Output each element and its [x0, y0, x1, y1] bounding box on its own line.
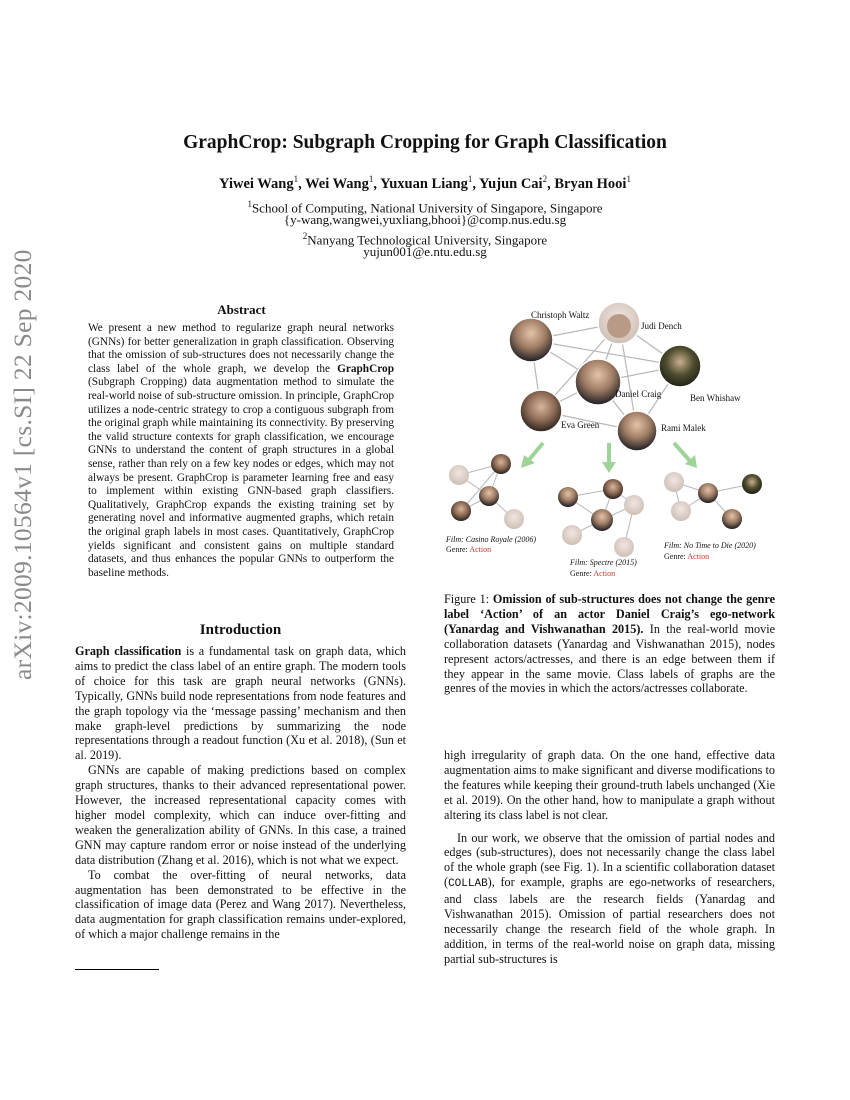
abstract-body: We present a new method to regularize graph neural networks (GNNs) for better generalization in graph classification. Observing that the omission of sub-structures does not necessarily change the class label of the whole graph, we develop the GraphCrop (Subgraph Cropping) data augmentation method to simulate the real-world noise of sub-structure omission. In principle, GraphCrop utilizes a node-centric strategy to crop a contiguous subgraph from the original graph while maintaining its connectivity. By preserving the valid structure contexts for graph classification, we encourage GNNs to understand the content of graph structures in a global sense, rather than rely on a few key nodes or edges, which may not always be present. GraphCrop is parameter learning free and easy to implement within existing GNN-based graph classifiers. Qualitatively, GraphCrop expands the existing training set by generating novel and informative augmented graphs, which retain the original graph labels in most cases. Quantitatively, GraphCrop yields significant and consistent gains on multiple standard datasets, and thus enhances the popular GNNs to outperform the baseline methods. [88, 322, 394, 579]
introduction-heading: Introduction [199, 622, 282, 638]
paragraph: Graph classification is a fundamental task on graph data, which aims to predict the class label of an entire graph. The modern tools of choice for this task are graph neural networks (GNNs). Typically, GNNs build node representations from node features and the graph topology via the ‘message passing’ mechanism and then make graph-level predictions by summarizing the node representations through a readout function (Xu et al. 2018), (Sun et al. 2019). [75, 644, 406, 763]
genre-label: Genre: Action [664, 552, 710, 561]
right-column-body [444, 748, 775, 967]
actor-label: Judi Dench [641, 321, 682, 331]
subgraph-casino-royale [445, 454, 536, 554]
author: Wei Wang$^1$ [305, 174, 374, 192]
film-title: Film: No Time to Die (2020) [664, 541, 756, 550]
footnote-rule [75, 969, 159, 970]
affiliation-1: $^1$School of Computing, National University of Singapore, Singapore [247, 199, 603, 216]
paragraph: high irregularity of graph data. On the one hand, effective data augmentation aims to make significant and diverse modifications to the features while keeping their ground-truth labels unchanged (Xie et al. 2019). On the other hand, how to manipulate a graph without altering its class label is not clear. [444, 748, 775, 822]
actor-label: Daniel Craig [615, 389, 662, 399]
email-2: yujun001@e.ntu.edu.sg [363, 244, 487, 259]
abstract-heading: Abstract [217, 302, 266, 317]
figure-1-graphic [444, 300, 784, 588]
paragraph: GNNs are capable of making predictions based on complex graph structures, thanks to their advanced representational power. However, the increased representational capacity comes with higher model complexity, which can induce over-fitting and weaken the generalization ability of GNNs. In this case, a trained GNN may capture random error or noise instead of the underlying data distribution (Zhang et al. 2016), which is not what we expect. [75, 763, 406, 867]
genre-label: Genre: Action [446, 545, 492, 554]
node-rami-malek [617, 411, 706, 451]
author: Yiwei Wang$^1$ [219, 174, 299, 192]
augmentation-arrows [521, 443, 697, 473]
film-title: Film: Casino Royale (2006) [446, 535, 536, 544]
email-1: {y-wang,wangwei,yuxliang,bhooi}@comp.nus.edu.sg [283, 212, 567, 227]
actor-label: Rami Malek [661, 423, 706, 433]
arxiv-id: arXiv:2009.10564v1 [cs.SI] 22 Sep 2020 [8, 249, 37, 680]
actor-label: Eva Green [561, 420, 600, 430]
affiliation-2: $^2$Nanyang Technological University, Singapore [302, 231, 548, 248]
figure-1-caption: Figure 1: Omission of sub-structures does not change the genre label ‘Action’ of an actor Daniel Craig’s ego-network (Yanardag and Vishwanathan 2015). In the real-world movie collaboration datasets (Yanardag and Vishwanathan 2015), nodes represent actors/actresses, and there is an edge between them if they appear in the same movie. Class labels of graphs are the genres of the movies in which the actors/actresses collaborate. [444, 592, 775, 696]
author-list: Yiwei Wang$^1$, Wei Wang$^1$, Yuxuan Liang$^1$, Yujun Cai$^2$, Bryan Hooi$^1$ [219, 174, 631, 192]
film-title: Film: Spectre (2015) [570, 558, 637, 567]
paragraph: In our work, we observe that the omission of partial nodes and edges (sub-structures), does not necessarily change the class label of the whole graph (see Fig. 1). In a scientific collaboration dataset (COLLAB), for example, graphs are ego-networks of researchers, and class labels are the research fields (Yanardag and Vishwanathan 2015). Omission of partial researchers does not necessarily change the research field of the whole graph. In addition, in terms of the real-world noise on graph data, missing partial sub-structures is [444, 830, 775, 966]
author: Bryan Hooi$^1$ [554, 174, 631, 192]
genre-label: Genre: Action [570, 569, 616, 578]
paragraph: To combat the over-fitting of neural networks, data augmentation has been demonstrated to be effective in the classification of image data (Perez and Wang 2017). Nevertheless, data augmentation for graph classification remains under-explored, of which a major challenge remains in the [75, 867, 406, 942]
actor-label: Ben Whishaw [690, 393, 741, 403]
introduction-body [75, 644, 406, 942]
node-ben-whishaw [659, 345, 741, 403]
node-daniel-craig [575, 359, 662, 405]
paper-title: GraphCrop: Subgraph Cropping for Graph Classification [183, 132, 667, 153]
author: Yuxuan Liang$^1$ [380, 174, 473, 192]
author: Yujun Cai$^2$ [479, 174, 548, 192]
subgraph-no-time-to-die [663, 472, 762, 561]
subgraph-spectre [558, 479, 644, 578]
actor-label: Christoph Waltz [531, 310, 590, 320]
node-christoph-waltz [509, 310, 589, 362]
